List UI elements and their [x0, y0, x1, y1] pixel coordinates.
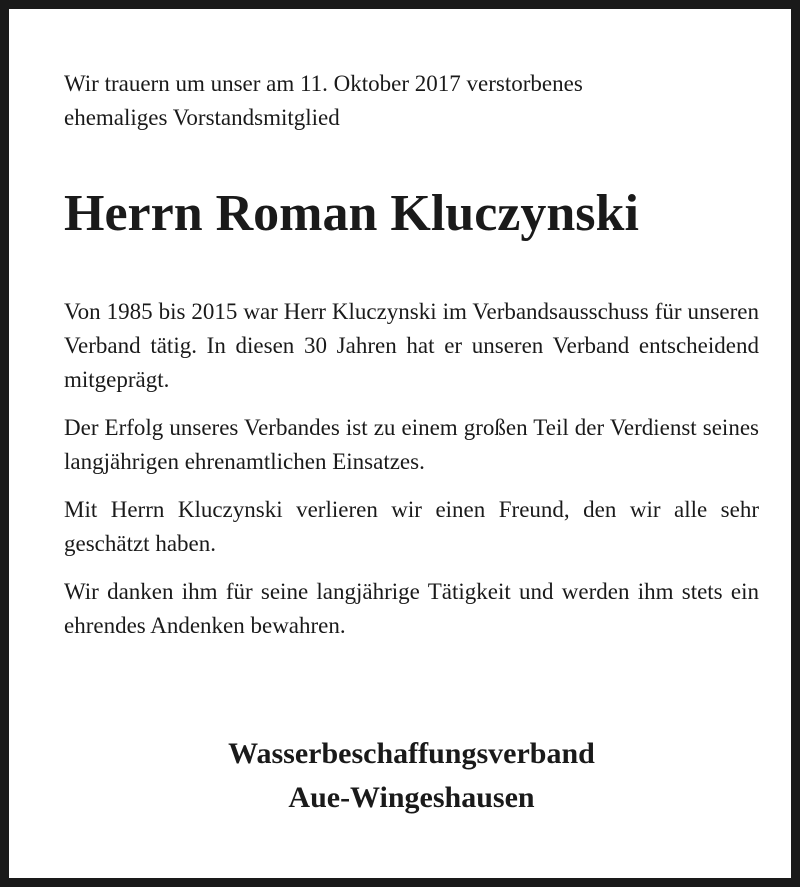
notice-content: [64, 67, 759, 814]
body-text: [64, 295, 759, 657]
intro-line-1: Wir trauern um unser am 11. Oktober 2017 verstorbenes: [64, 71, 583, 96]
signature-location: Aue-Wingeshausen: [288, 781, 535, 814]
paragraph-friend: Mit Herrn Kluczynski verlieren wir einen Freund, den wir alle sehr geschätzt haben.: [64, 497, 759, 556]
intro-line-2: ehemaliges Vorstandsmitglied: [64, 105, 340, 130]
paragraph-thanks: Wir danken ihm für seine langjährige Tätigkeit und werden ihm stets ein ehrendes Andenken bewahren.: [64, 579, 759, 638]
paragraph-tenure: Von 1985 bis 2015 war Herr Kluczynski im Verbandsausschuss für unseren Verband tätig. In diesen 30 Jahren hat er unseren Verband entscheidend mitgeprägt.: [64, 299, 759, 392]
signature-organization: Wasserbeschaffungsverband: [228, 737, 595, 770]
intro-text: [64, 67, 759, 135]
signature-block: [64, 732, 759, 820]
paragraph-merit: Der Erfolg unseres Verbandes ist zu einem großen Teil der Verdienst seines langjährigen ehrenamtlichen Einsatzes.: [64, 415, 759, 474]
deceased-name: Herrn Roman Kluczynski: [64, 185, 639, 242]
